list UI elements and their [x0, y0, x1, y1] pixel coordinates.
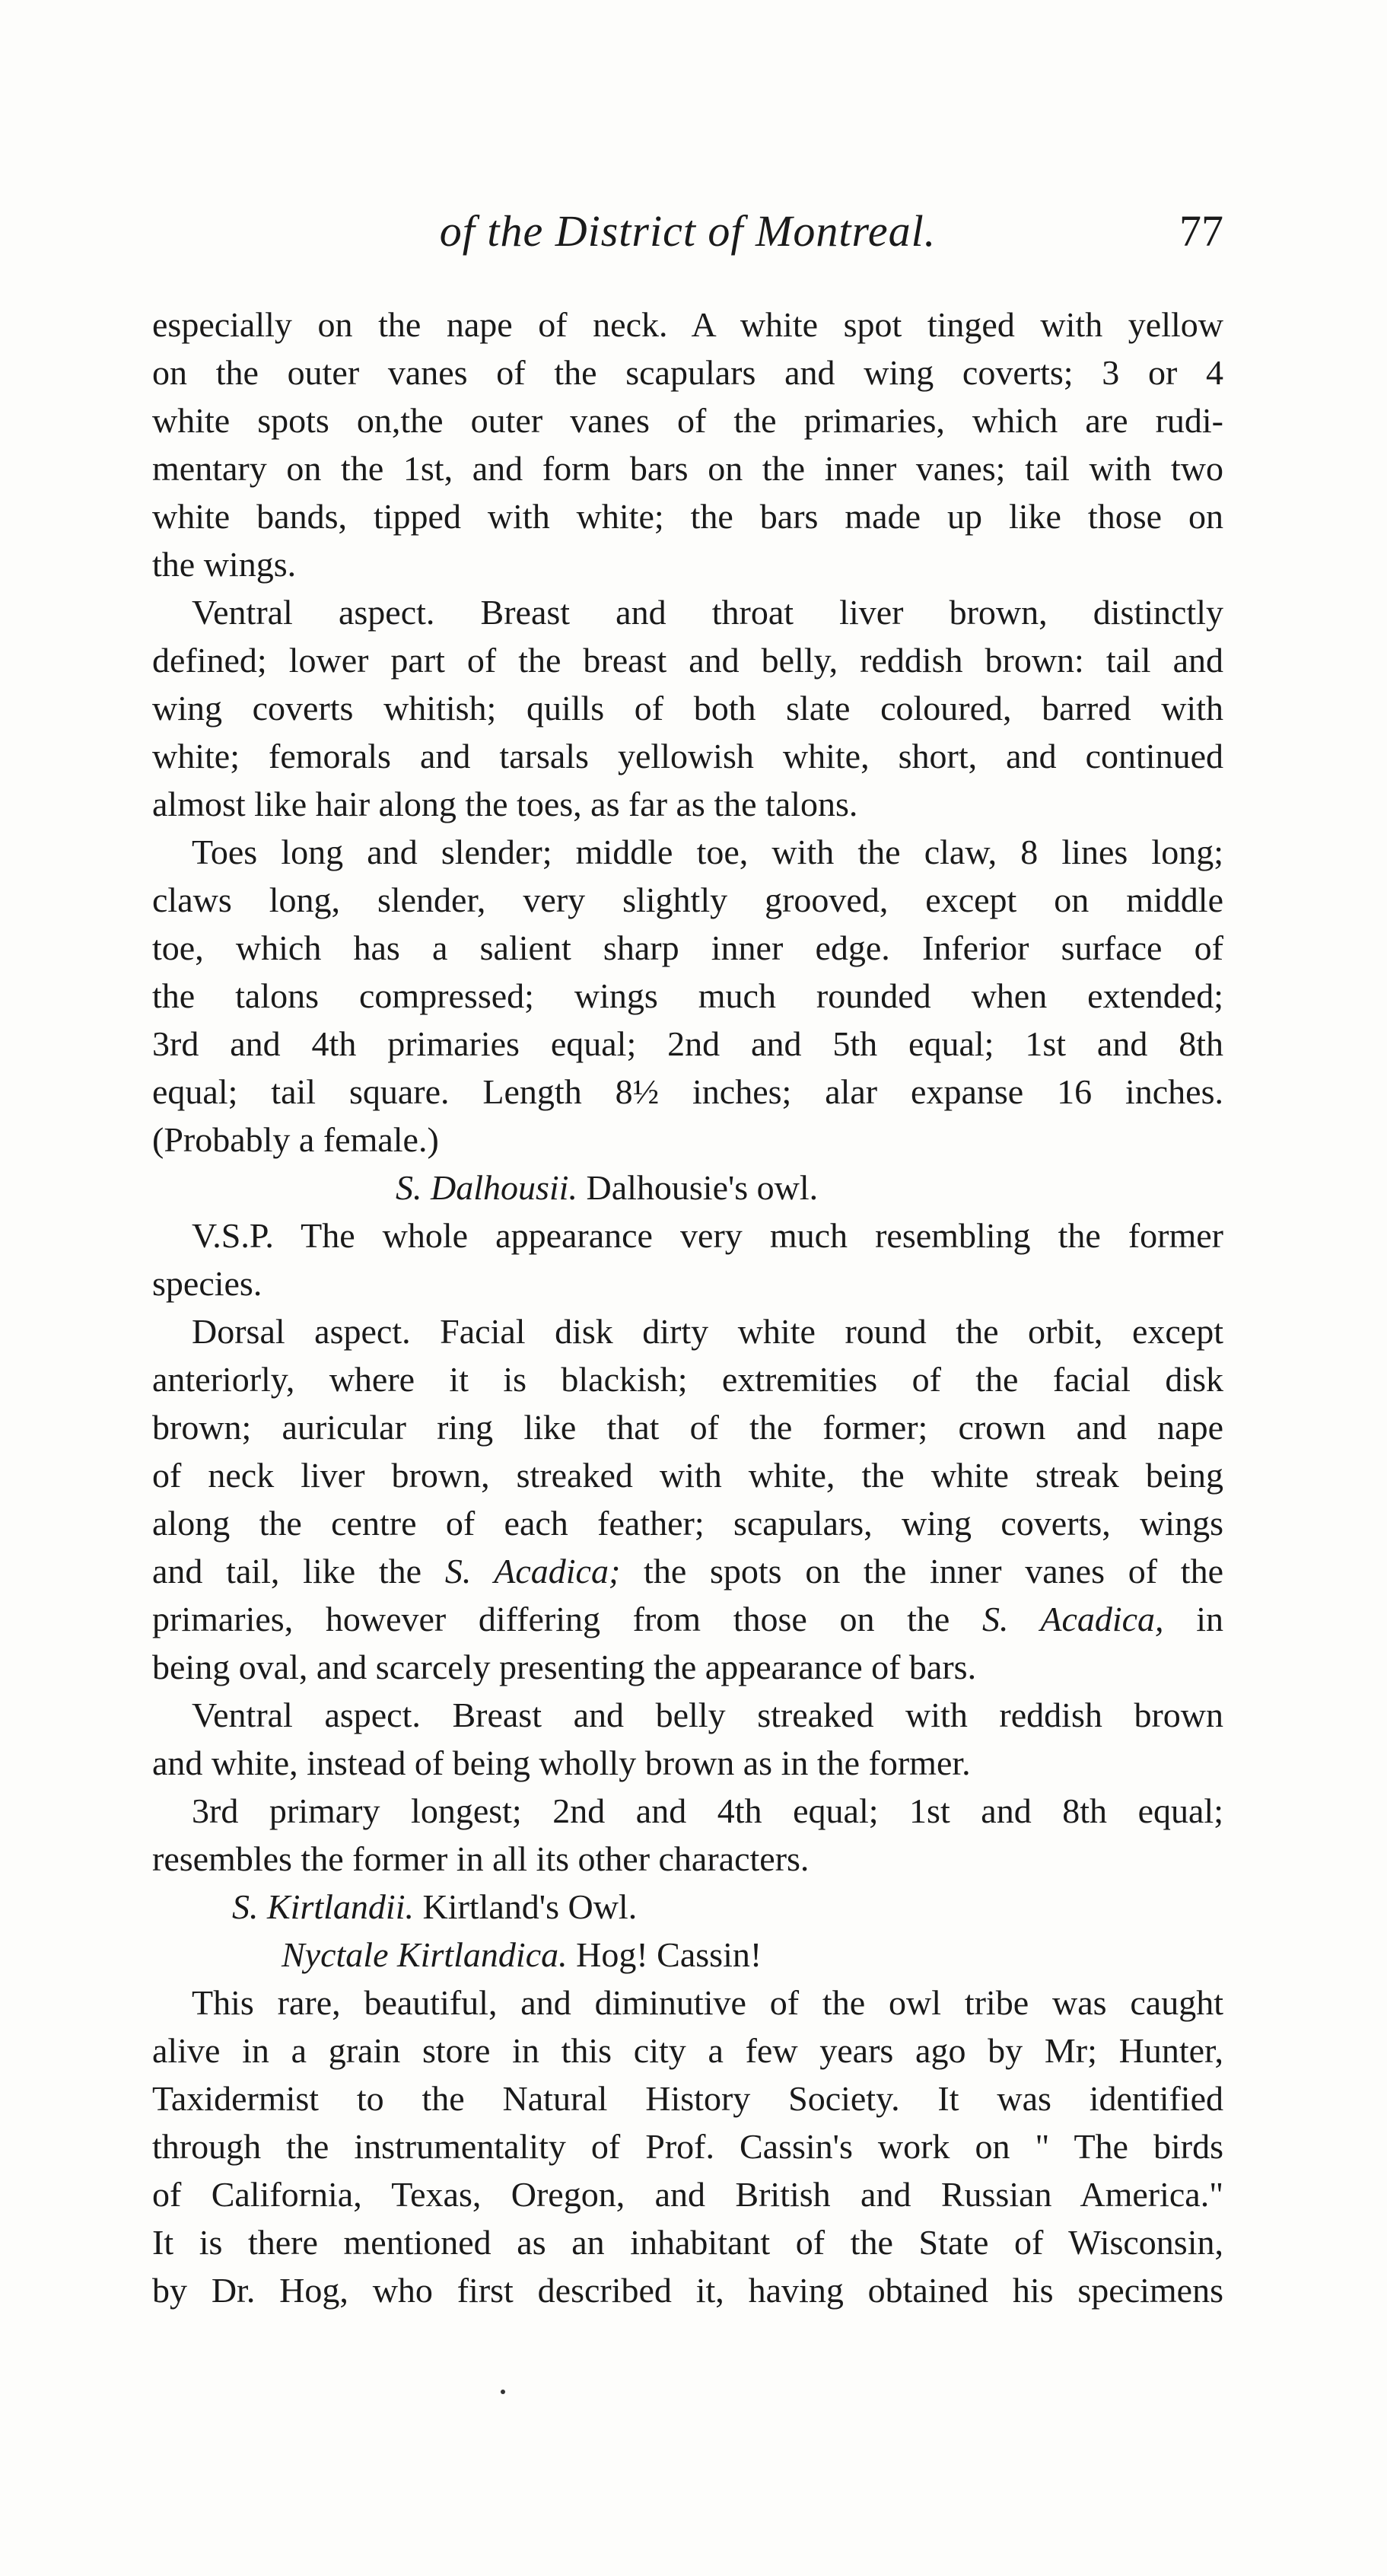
species-name: S. Dalhousii.	[396, 1168, 577, 1207]
text-fragment: the spots on the inner vanes of the	[620, 1552, 1223, 1590]
text-line	[152, 1691, 1223, 1739]
text-line	[152, 1499, 1223, 1547]
text-line	[152, 1979, 1223, 2027]
text-line	[152, 349, 1223, 396]
text-fragment: species.	[152, 1264, 262, 1303]
text-line	[152, 1835, 1223, 1883]
text-line	[152, 301, 1223, 349]
text-fragment: toe, which has a salient sharp inner edge. Inferior surface of	[152, 928, 1223, 967]
text-line	[152, 2170, 1223, 2218]
text-line	[152, 1787, 1223, 1835]
text-fragment: alive in a grain store in this city a few years ago by Mr; Hunter,	[152, 2031, 1223, 2070]
page-number: 77	[1179, 206, 1223, 256]
text-fragment: and white, instead of being wholly brown as in the former.	[152, 1743, 971, 1782]
text-fragment: in	[1163, 1600, 1223, 1638]
text-fragment: (Probably a female.)	[152, 1120, 439, 1159]
text-line	[152, 732, 1223, 780]
text-fragment: the talons compressed; wings much rounded when extended;	[152, 976, 1223, 1015]
text-line	[152, 1739, 1223, 1787]
text-fragment: resembles the former in all its other characters.	[152, 1839, 810, 1878]
text-fragment: 3rd and 4th primaries equal; 2nd and 5th equal; 1st and 8th	[152, 1024, 1223, 1063]
text-line	[152, 1307, 1223, 1355]
text-fragment: Hog! Cassin!	[567, 1935, 762, 1974]
text-line	[152, 396, 1223, 444]
text-line	[152, 1116, 1223, 1164]
text-line	[152, 636, 1223, 684]
species-heading-line	[152, 1883, 1223, 1931]
text-line	[152, 1403, 1223, 1451]
text-fragment: of neck liver brown, streaked with white, the white streak being	[152, 1456, 1223, 1495]
text-line	[152, 684, 1223, 732]
text-fragment: white spots on,the outer vanes of the primaries, which are rudi-	[152, 401, 1223, 440]
text-fragment: along the centre of each feather; scapulars, wing coverts, wings	[152, 1504, 1223, 1543]
text-line	[152, 540, 1223, 588]
text-fragment: Dalhousie's owl.	[577, 1168, 819, 1207]
text-fragment: defined; lower part of the breast and belly, reddish brown: tail and	[152, 641, 1223, 680]
text-fragment: Ventral aspect. Breast and throat liver brown, distinctly	[192, 593, 1223, 632]
text-fragment: Dorsal aspect. Facial disk dirty white round the orbit, except	[192, 1312, 1223, 1351]
text-line	[152, 1068, 1223, 1116]
running-title: of the District of Montreal.	[439, 206, 937, 256]
text-fragment: brown; auricular ring like that of the former; crown and nape	[152, 1408, 1223, 1447]
text-line	[152, 1547, 1223, 1595]
text-line	[152, 972, 1223, 1020]
text-line	[152, 1212, 1223, 1259]
text-fragment: anteriorly, where it is blackish; extremities of the facial disk	[152, 1360, 1223, 1399]
species-name: S. Kirtlandii.	[232, 1887, 414, 1926]
text-fragment: claws long, slender, very slightly grooved, except on middle	[152, 880, 1223, 919]
text-line	[152, 588, 1223, 636]
species-heading-line	[152, 1931, 1223, 1979]
text-fragment: It is there mentioned as an inhabitant of the State of Wisconsin,	[152, 2223, 1223, 2262]
text-fragment: This rare, beautiful, and diminutive of the owl tribe was caught	[192, 1983, 1223, 2022]
text-fragment: mentary on the 1st, and form bars on the inner vanes; tail with two	[152, 449, 1223, 488]
text-line	[152, 1259, 1223, 1307]
text-fragment: on the outer vanes of the scapulars and wing coverts; 3 or 4	[152, 353, 1223, 392]
text-fragment: equal; tail square. Length 8½ inches; alar expanse 16 inches.	[152, 1072, 1223, 1111]
text-line	[152, 2266, 1223, 2314]
species-name: Nyctale Kirtlandica.	[282, 1935, 568, 1974]
text-fragment: Kirtland's Owl.	[413, 1887, 638, 1926]
text-fragment: being oval, and scarcely presenting the appearance of bars.	[152, 1648, 977, 1686]
text-fragment: white bands, tipped with white; the bars made up like those on	[152, 497, 1223, 536]
text-fragment: wing coverts whitish; quills of both slate coloured, barred with	[152, 689, 1223, 728]
text-fragment: V.S.P. The whole appearance very much resembling the former	[192, 1216, 1223, 1255]
text-fragment: through the instrumentality of Prof. Cassin's work on " The birds	[152, 2127, 1223, 2166]
text-line	[152, 444, 1223, 492]
text-line	[152, 2027, 1223, 2074]
text-fragment: white; femorals and tarsals yellowish white, short, and continued	[152, 737, 1223, 775]
text-line	[152, 924, 1223, 972]
text-fragment: the wings.	[152, 545, 297, 584]
text-line	[152, 1020, 1223, 1068]
text-fragment: Ventral aspect. Breast and belly streaked with reddish brown	[192, 1696, 1223, 1734]
text-fragment: 3rd primary longest; 2nd and 4th equal; 1st and 8th equal;	[192, 1791, 1223, 1830]
text-line	[152, 2074, 1223, 2122]
text-line	[152, 1595, 1223, 1643]
text-line	[152, 1451, 1223, 1499]
text-fragment: primaries, however differing from those on the	[152, 1600, 983, 1638]
text-fragment: of California, Texas, Oregon, and British and Russian America."	[152, 2175, 1223, 2214]
species-heading-line	[152, 1164, 1223, 1212]
text-line	[152, 828, 1223, 876]
text-line	[152, 876, 1223, 924]
text-fragment: and tail, like the	[152, 1552, 445, 1590]
text-fragment: by Dr. Hog, who first described it, having obtained his specimens	[152, 2271, 1223, 2310]
text-fragment: Toes long and slender; middle toe, with the claw, 8 lines long;	[192, 833, 1223, 871]
text-line	[152, 2218, 1223, 2266]
body-text	[152, 301, 1223, 2314]
printer-mark	[501, 2390, 505, 2394]
text-fragment: almost like hair along the toes, as far as the talons.	[152, 785, 858, 823]
text-fragment: especially on the nape of neck. A white spot tinged with yellow	[152, 305, 1223, 344]
species-name: S. Acadica,	[982, 1600, 1164, 1638]
text-line	[152, 1643, 1223, 1691]
species-name: S. Acadica;	[444, 1552, 621, 1590]
text-line	[152, 492, 1223, 540]
text-fragment: Taxidermist to the Natural History Society. It was identified	[152, 2079, 1223, 2118]
text-line	[152, 1355, 1223, 1403]
page-header	[152, 205, 1223, 266]
text-line	[152, 2122, 1223, 2170]
text-line	[152, 780, 1223, 828]
